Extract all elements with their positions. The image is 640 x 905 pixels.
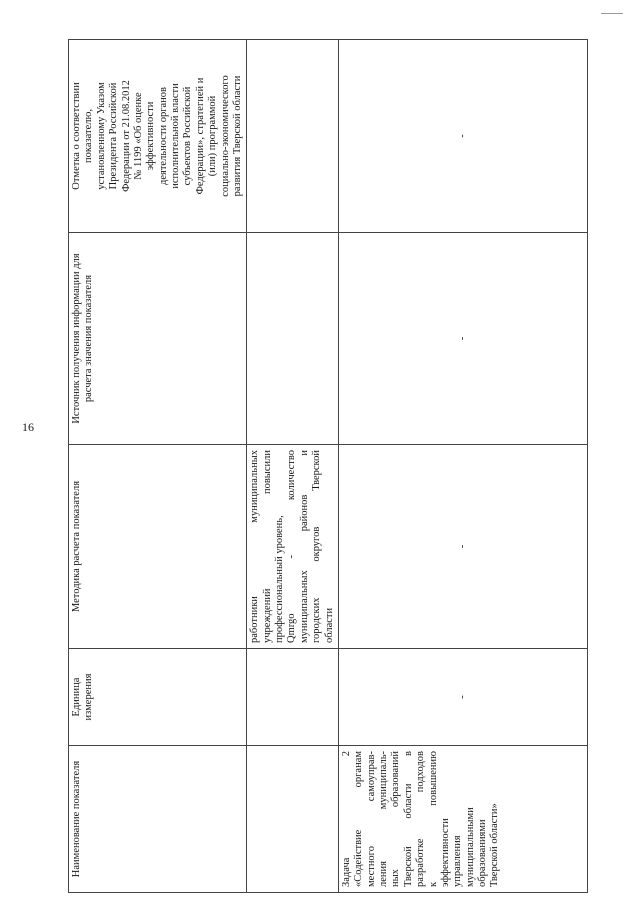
task-line: местного самоуправ-: [365, 751, 377, 887]
task-heading: [341, 751, 353, 887]
header-method: Методика расчета показателя: [69, 445, 247, 649]
header-note-line: развития Тверской области: [231, 75, 243, 197]
header-source: Источник получения информации для расчета значения показателя: [69, 233, 247, 445]
task-line: ных образований: [390, 751, 402, 887]
header-note-line: социально-экономического: [219, 75, 231, 197]
page-number: 16: [22, 420, 34, 434]
task-line: разработке подходов: [415, 751, 427, 887]
header-note-line: субъектов Российской: [182, 86, 194, 186]
method-line: городских округов Тверской: [311, 450, 323, 643]
table-header-row: [69, 40, 247, 893]
method-line: муниципальных районов и: [298, 450, 310, 643]
row1-name-cell: [247, 746, 339, 893]
header-unit: Единица измерения: [69, 649, 247, 746]
row2-unit-cell: -: [338, 649, 587, 746]
task-line: Тверской области»: [489, 803, 501, 887]
task-line: образованиями: [477, 819, 488, 887]
corner-mark-line: [601, 13, 623, 14]
task-line: к повышению: [427, 751, 439, 887]
header-note-line: Президента Российской: [108, 82, 120, 190]
header-note-line: Федерации», стратегией и: [194, 77, 206, 195]
task-line: муниципальными: [464, 807, 476, 887]
header-note-line: деятельности органов: [157, 86, 169, 186]
task-line: ления муниципаль-: [378, 751, 389, 887]
task-line: Тверской области в: [402, 751, 414, 887]
header-indicator-name: Наименование показателя: [69, 746, 247, 893]
row2-method-cell: -: [338, 445, 587, 649]
task-label: Задача: [340, 857, 352, 887]
header-note-line: № 1199 «Об оценке: [132, 92, 144, 180]
rotated-table-container: [68, 40, 588, 893]
header-note-line: установленному Указом: [95, 82, 107, 190]
task-line: эффективности: [439, 818, 451, 887]
header-note-line: показателю,: [83, 109, 95, 163]
task-line: управления: [452, 835, 464, 887]
row2-note-cell: -: [338, 40, 587, 233]
header-note-line: исполнительной власти: [170, 83, 181, 189]
table-row: [247, 40, 339, 893]
task-number: 2: [340, 751, 352, 757]
method-line: Qmrgo - количество: [286, 450, 298, 643]
row1-method-cell: [247, 445, 339, 649]
table-row: [338, 40, 587, 893]
header-note-line: (или) программой: [207, 95, 219, 177]
method-line: работники муниципальных: [249, 450, 261, 643]
row2-task-cell: [338, 746, 587, 893]
header-note-line: эффективности: [145, 101, 157, 171]
indicators-table: [68, 39, 588, 893]
header-note-line: Отметка о соответствии: [71, 82, 82, 190]
header-note-line: Федерации от 21.08.2012: [120, 80, 132, 192]
method-line: учреждений повысили: [261, 450, 273, 643]
row1-source-cell: [247, 233, 339, 445]
row1-note-cell: [247, 40, 339, 233]
header-compliance-note: [69, 40, 247, 233]
row1-unit-cell: [247, 649, 339, 746]
method-line: профессиональный уровень,: [274, 515, 285, 643]
method-line: области: [323, 607, 335, 643]
task-line: «Содействие органам: [353, 751, 365, 887]
rotated-table-wrapper: [68, 40, 588, 893]
row2-source-cell: -: [338, 233, 587, 445]
